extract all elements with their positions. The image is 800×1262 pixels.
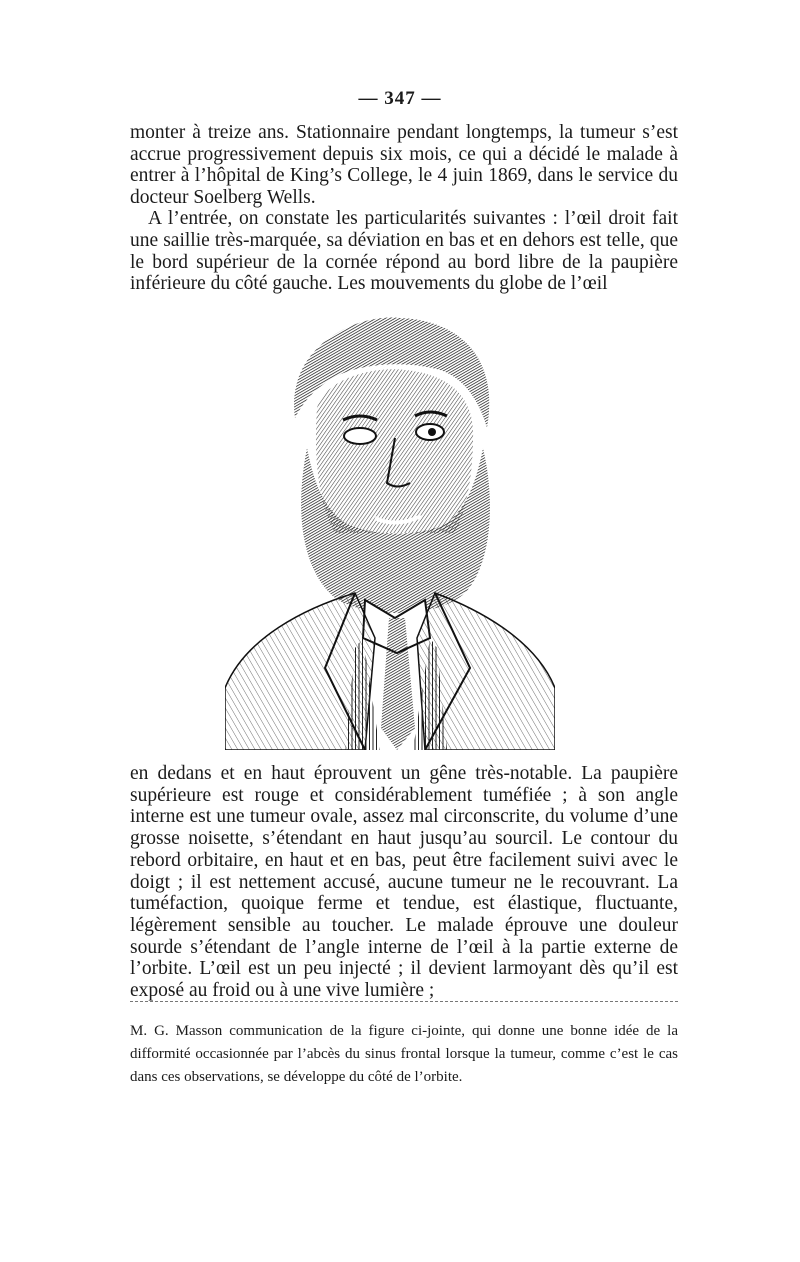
footnote — [130, 1020, 678, 1089]
footnote-text: M. G. Masson communication de la figure ci-jointe, qui donne une bonne idée de la difformité occasionnée par l’abcès du sinus frontal lorsque la tumeur, comme c’est le cas dans ces observations, se développe du côté de l’orbite. — [130, 1023, 678, 1085]
paragraph-text: en dedans et en haut éprouvent un gêne très-notable. La paupière supérieure est rouge et considérablement tuméfiée ; à son angle interne est une tumeur ovale, assez mal circonscrite, du volume d’une grosse noisette, s’étendant en haut jusqu’au sourcil. Le contour du rebord orbitaire, en haut et en bas, peut être facilement suivi avec le doigt ; il est nettement accusé, aucune tumeur ne le recouvrant. La tuméfaction, quoique ferme et tendue, est élastique, fluctuante, légèrement sensible au toucher. Le malade éprouve une douleur sourde s’étendant de l’angle interne de l’œil à la partie externe de l’orbite. L’œil est un peu injecté ; il devient larmoyant dès qu’il est exposé au froid ou à une vive lumière ; — [130, 763, 678, 1002]
paragraph-text: A l’entrée, on constate les particularités suivantes : l’œil droit fait une saillie très-marquée, sa déviation en bas et en dehors est telle, que le bord supérieur de la cornée répond au bord libre de la paupière inférieure du côté gauche. Les mouvements du globe de l’œil — [130, 208, 678, 295]
paragraph-bottom — [130, 763, 678, 1002]
footnote-divider — [130, 1001, 678, 1002]
portrait-engraving — [225, 308, 555, 750]
paragraph-top — [130, 122, 678, 295]
page-number: — 347 — — [358, 88, 442, 109]
paragraph-text: monter à treize ans. Stationnaire pendant longtemps, la tumeur s’est accrue progressivement depuis six mois, ce qui a décidé le malade à entrer à l’hôpital de King’s College, le 4 juin 1869, dans le service du docteur Soelberg Wells. — [130, 122, 678, 208]
